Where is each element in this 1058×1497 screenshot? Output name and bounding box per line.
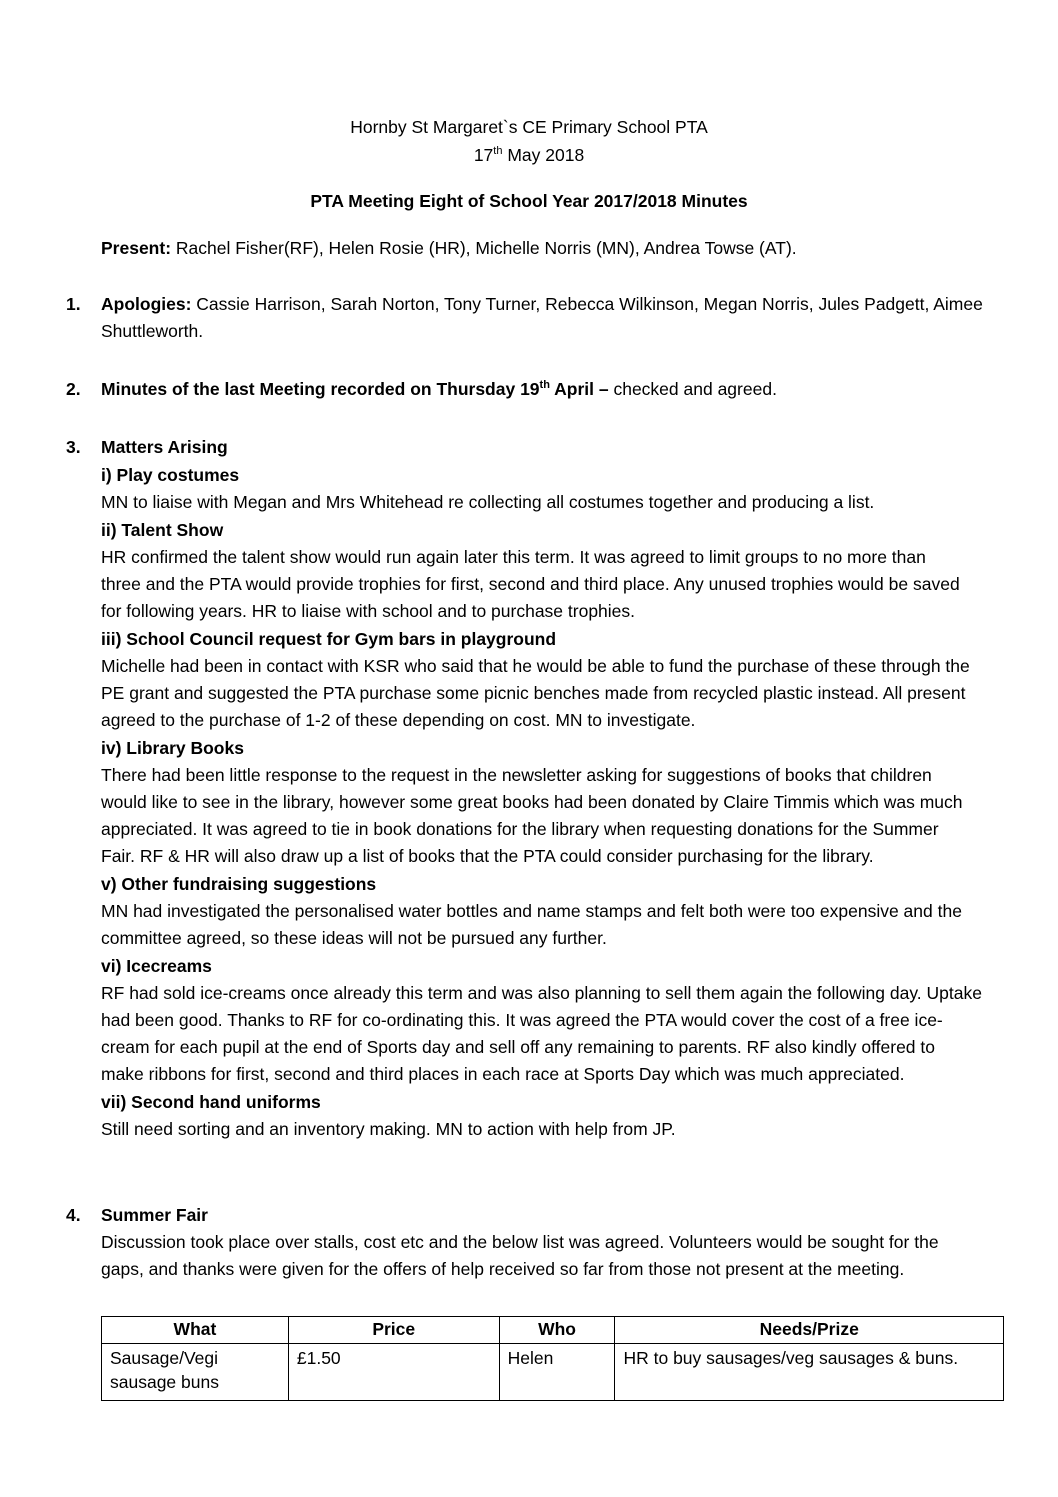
summer-fair-table <box>101 1316 1004 1401</box>
cell-who: Helen <box>499 1344 615 1401</box>
paragraph-line: gaps, and thanks were given for the offers of help received so far from those not present at the meeting. <box>101 1259 905 1279</box>
date-suffix: th <box>493 145 503 158</box>
sub-heading-library-books: iv) Library Books <box>101 738 244 758</box>
paragraph-line: PE grant and suggested the PTA purchase some picnic benches made from recycled plastic instead. All present <box>101 683 966 703</box>
cell-what-line-2: sausage buns <box>110 1372 219 1392</box>
meeting-date <box>0 143 1058 167</box>
paragraph-line: HR confirmed the talent show would run again later this term. It was agreed to limit groups to no more than <box>101 547 926 567</box>
item-4-number: 4. <box>66 1205 81 1225</box>
item-1-number: 1. <box>66 294 81 314</box>
table-row <box>102 1344 1004 1401</box>
apologies-label: Apologies: <box>101 294 192 314</box>
paragraph-line: had been good. Thanks to RF for co-ordinating this. It was agreed the PTA would cover the cost of a free ice- <box>101 1010 943 1030</box>
sub-heading-fundraising: v) Other fundraising suggestions <box>101 874 377 894</box>
meeting-title: PTA Meeting Eight of School Year 2017/2018 Minutes <box>310 191 748 211</box>
cell-what-line-1: Sausage/Vegi <box>110 1348 219 1368</box>
paragraph-line: Fair. RF & HR will also draw up a list of books that the PTA could consider purchasing for the library. <box>101 846 874 866</box>
apologies-text: Cassie Harrison, Sarah Norton, Tony Turner, Rebecca Wilkinson, Megan Norris, Jules Padgett, Aimee <box>191 294 983 314</box>
item-3-number: 3. <box>66 437 81 457</box>
date-rest: May 2018 <box>502 145 585 165</box>
paragraph-line: MN had investigated the personalised water bottles and name stamps and felt both were too expensive and the <box>101 901 962 921</box>
minutes-line <box>101 377 777 401</box>
paragraph-line: Discussion took place over stalls, cost etc and the below list was agreed. Volunteers would be sought for the <box>101 1232 939 1252</box>
paragraph-line: would like to see in the library, however some great books had been donated by Claire Timmis which was much <box>101 792 963 812</box>
minutes-label <box>101 379 609 399</box>
present-line <box>101 236 797 260</box>
paragraph-line: appreciated. It was agreed to tie in book donations for the library when requesting donations for the Summer <box>101 819 939 839</box>
school-name: Hornby St Margaret`s CE Primary School PTA <box>350 117 708 137</box>
sub-heading-uniforms: vii) Second hand uniforms <box>101 1092 321 1112</box>
paragraph-line: RF had sold ice-creams once already this term and was also planning to sell them again the following day. Uptake <box>101 983 982 1003</box>
paragraph-line: Michelle had been in contact with KSR who said that he would be able to fund the purchase of these through the <box>101 656 970 676</box>
paragraph-line: There had been little response to the request in the newsletter asking for suggestions of books that children <box>101 765 932 785</box>
apologies-line <box>101 292 983 316</box>
sub-heading-gym-bars: iii) School Council request for Gym bars in playground <box>101 629 557 649</box>
cell-needs: HR to buy sausages/veg sausages & buns. <box>615 1344 1004 1401</box>
summer-fair-heading: Summer Fair <box>101 1205 208 1225</box>
cell-what <box>102 1344 289 1401</box>
cell-price: £1.50 <box>288 1344 499 1401</box>
column-header-needs: Needs/Prize <box>615 1317 1004 1344</box>
sub-heading-talent-show: ii) Talent Show <box>101 520 224 540</box>
paragraph-line: make ribbons for first, second and third places in each race at Sports Day which was much appreciated. <box>101 1064 905 1084</box>
sub-heading-play-costumes: i) Play costumes <box>101 465 240 485</box>
column-header-who: Who <box>499 1317 615 1344</box>
paragraph-line: cream for each pupil at the end of Sports day and sell off any remaining to parents. RF also kindly offered to <box>101 1037 935 1057</box>
minutes-label-a: Minutes of the last Meeting recorded on Thursday 19 <box>101 379 540 399</box>
date-day: 17 <box>473 145 494 165</box>
present-label: Present: <box>101 238 172 258</box>
paragraph-line: MN to liaise with Megan and Mrs Whitehead re collecting all costumes together and producing a list. <box>101 492 875 512</box>
paragraph-line: agreed to the purchase of 1-2 of these depending on cost. MN to investigate. <box>101 710 696 730</box>
paragraph-line: committee agreed, so these ideas will not be pursued any further. <box>101 928 607 948</box>
minutes-label-b: April – <box>549 379 609 399</box>
sub-heading-icecreams: vi) Icecreams <box>101 956 212 976</box>
minutes-text: checked and agreed. <box>608 379 777 399</box>
minutes-label-sup: th <box>539 379 550 392</box>
apologies-text-cont: Shuttleworth. <box>101 321 204 341</box>
paragraph-line: Still need sorting and an inventory making. MN to action with help from JP. <box>101 1119 676 1139</box>
column-header-what: What <box>102 1317 289 1344</box>
matters-arising-heading: Matters Arising <box>101 437 228 457</box>
paragraph-line: three and the PTA would provide trophies for first, second and third place. Any unused trophies would be saved <box>101 574 960 594</box>
present-text: Rachel Fisher(RF), Helen Rosie (HR), Michelle Norris (MN), Andrea Towse (AT). <box>171 238 797 258</box>
item-2-number: 2. <box>66 379 81 399</box>
paragraph-line: for following years. HR to liaise with school and to purchase trophies. <box>101 601 636 621</box>
table-header-row <box>102 1317 1004 1344</box>
column-header-price: Price <box>288 1317 499 1344</box>
